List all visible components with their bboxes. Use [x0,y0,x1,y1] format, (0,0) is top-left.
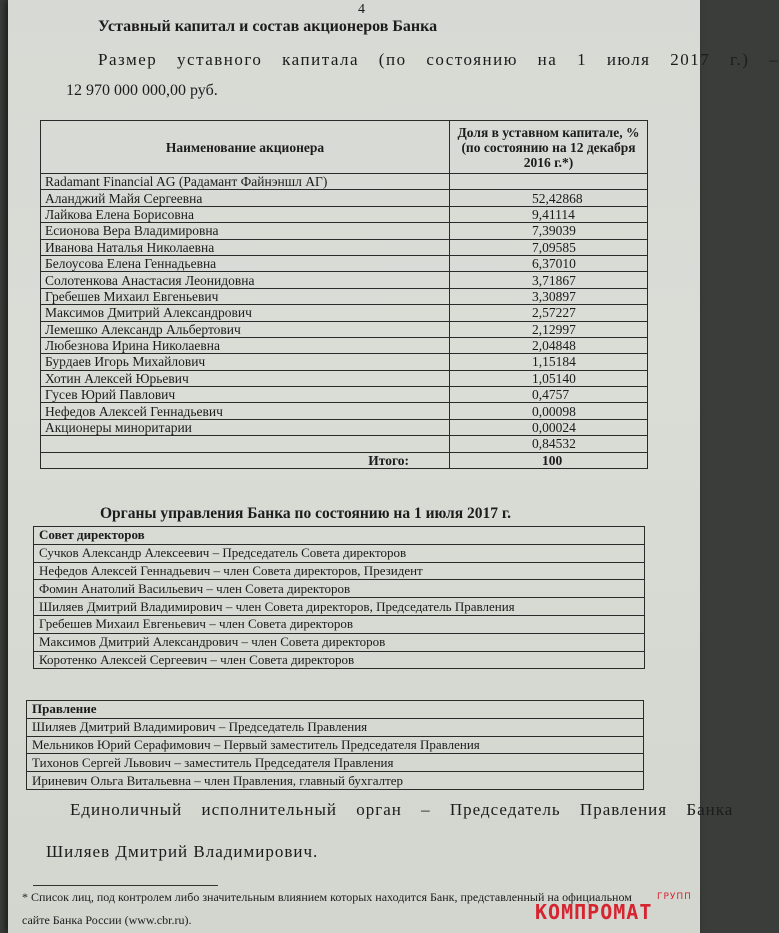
board-of-directors-table [33,526,645,669]
shareholder-name: Аланджий Майя Сергеевна [41,190,450,206]
section-title-capital: Уставный капитал и состав акционеров Банка [98,18,438,35]
table-row [41,436,648,452]
management-member: Мельников Юрий Серафимович – Первый заместитель Председателя Правления [27,736,644,754]
table-row [41,272,648,288]
shareholders-body [41,174,648,469]
table-row [41,387,648,403]
shareholder-name: Солотенкова Анастасия Леонидовна [41,272,450,288]
shareholder-name: Иванова Наталья Николаевна [41,239,450,255]
shareholder-share: 1,15184 [450,354,648,370]
shareholder-name: Максимов Дмитрий Александрович [41,305,450,321]
shareholder-name: Лемешко Александр Альбертович [41,321,450,337]
table-row [34,633,645,651]
table-row [41,174,648,190]
intro-line-2: 12 970 000 000,00 руб. [66,82,218,99]
table-row [34,615,645,633]
footnote-line-2: сайте Банка России (www.cbr.ru). [22,913,192,927]
management-member: Шиляев Дмитрий Владимирович – Председатель Правления [27,718,644,736]
shareholder-share: 2,12997 [450,321,648,337]
management-member: Ириневич Ольга Витальевна – член Правления, главный бухгалтер [27,772,644,790]
shareholder-share: 2,04848 [450,337,648,353]
watermark-sub-text: ГРУПП [657,892,692,902]
table-row [41,403,648,419]
section-title-governance: Органы управления Банка по состоянию на 1 июля 2017 г. [100,505,511,522]
shareholder-share: 9,41114 [450,206,648,222]
table-row [41,305,648,321]
shareholder-share: 0,00098 [450,403,648,419]
total-label: Итого: [41,452,450,468]
executive-line-2: Шиляев Дмитрий Владимирович. [46,842,319,861]
table-row [41,370,648,386]
page-number: 4 [358,2,365,17]
table-row [27,736,644,754]
executive-line-1: Единоличный исполнительный орган – Председатель Правления Банка [70,800,734,819]
table-row [34,562,645,580]
table-row [27,754,644,772]
management-member: Тихонов Сергей Львович – заместитель Председателя Правления [27,754,644,772]
board-member: Нефедов Алексей Геннадьевич – член Совета директоров, Президент [34,562,645,580]
management-title: Правление [27,701,644,719]
column-header-share: Доля в уставном капитале, % (по состоянию на 12 декабря 2016 г.*) [450,121,648,174]
board-member: Сучков Александр Алексеевич – Председатель Совета директоров [34,544,645,562]
board-member: Коротенко Алексей Сергеевич – член Совета директоров [34,651,645,669]
watermark-logo [535,892,695,926]
table-row [41,354,648,370]
shareholder-share: 6,37010 [450,255,648,271]
table-row [41,206,648,222]
table-total-row [41,452,648,468]
table-row [41,190,648,206]
shareholder-share: 7,09585 [450,239,648,255]
intro-line-1: Размер уставного капитала (по состоянию на 1 июля 2017 г.) – [98,50,779,69]
board-title: Совет директоров [34,527,645,545]
shareholder-name: Radamant Financial AG (Радамант Файнэншл АГ) [41,174,450,190]
shareholder-share: 2,57227 [450,305,648,321]
document-page [8,0,779,933]
shareholder-name: Бурдаев Игорь Михайлович [41,354,450,370]
column-header-name: Наименование акционера [41,121,450,174]
table-row [34,580,645,598]
shareholder-share: 52,42868 [450,190,648,206]
table-row [41,223,648,239]
shareholder-name [41,436,450,452]
shareholder-share: 7,39039 [450,223,648,239]
table-row [41,239,648,255]
table-row [27,718,644,736]
footnote-divider [33,885,218,886]
table-header-row [41,121,648,174]
table-row [41,419,648,435]
board-member: Шиляев Дмитрий Владимирович – член Совета директоров, Председатель Правления [34,598,645,616]
table-row [41,321,648,337]
shareholder-name: Нефедов Алексей Геннадьевич [41,403,450,419]
board-member: Фомин Анатолий Васильевич – член Совета директоров [34,580,645,598]
table-row [41,255,648,271]
watermark-main-text: КОМПРОМАТ [535,900,653,924]
shareholder-share: 3,30897 [450,288,648,304]
shareholder-share: 0,00024 [450,419,648,435]
footnote-line-1: * Список лиц, под контролем либо значительным влиянием которых находится Банк, представленный на официальном [22,890,632,904]
board-member: Максимов Дмитрий Александрович – член Совета директоров [34,633,645,651]
management-board-table [26,700,644,790]
table-row [34,598,645,616]
shareholder-share: 3,71867 [450,272,648,288]
shareholder-share [450,174,648,190]
table-row [41,288,648,304]
shareholder-name: Белоусова Елена Геннадьевна [41,255,450,271]
shareholder-name: Любезнова Ирина Николаевна [41,337,450,353]
shareholder-name: Лайкова Елена Борисовна [41,206,450,222]
board-member: Гребешев Михаил Евгеньевич – член Совета директоров [34,615,645,633]
shareholder-name: Хотин Алексей Юрьевич [41,370,450,386]
table-row [41,337,648,353]
table-row [27,772,644,790]
shareholders-table [40,120,648,469]
table-row [34,651,645,669]
table-row [34,527,645,545]
shareholder-share: 0,4757 [450,387,648,403]
shareholder-name: Гусев Юрий Павлович [41,387,450,403]
table-row [34,544,645,562]
total-value: 100 [450,452,648,468]
shareholder-share: 0,84532 [450,436,648,452]
shareholder-name: Акционеры миноритарии [41,419,450,435]
table-row [27,701,644,719]
shareholder-name: Гребешев Михаил Евгеньевич [41,288,450,304]
shareholder-share: 1,05140 [450,370,648,386]
shareholder-name: Есионова Вера Владимировна [41,223,450,239]
